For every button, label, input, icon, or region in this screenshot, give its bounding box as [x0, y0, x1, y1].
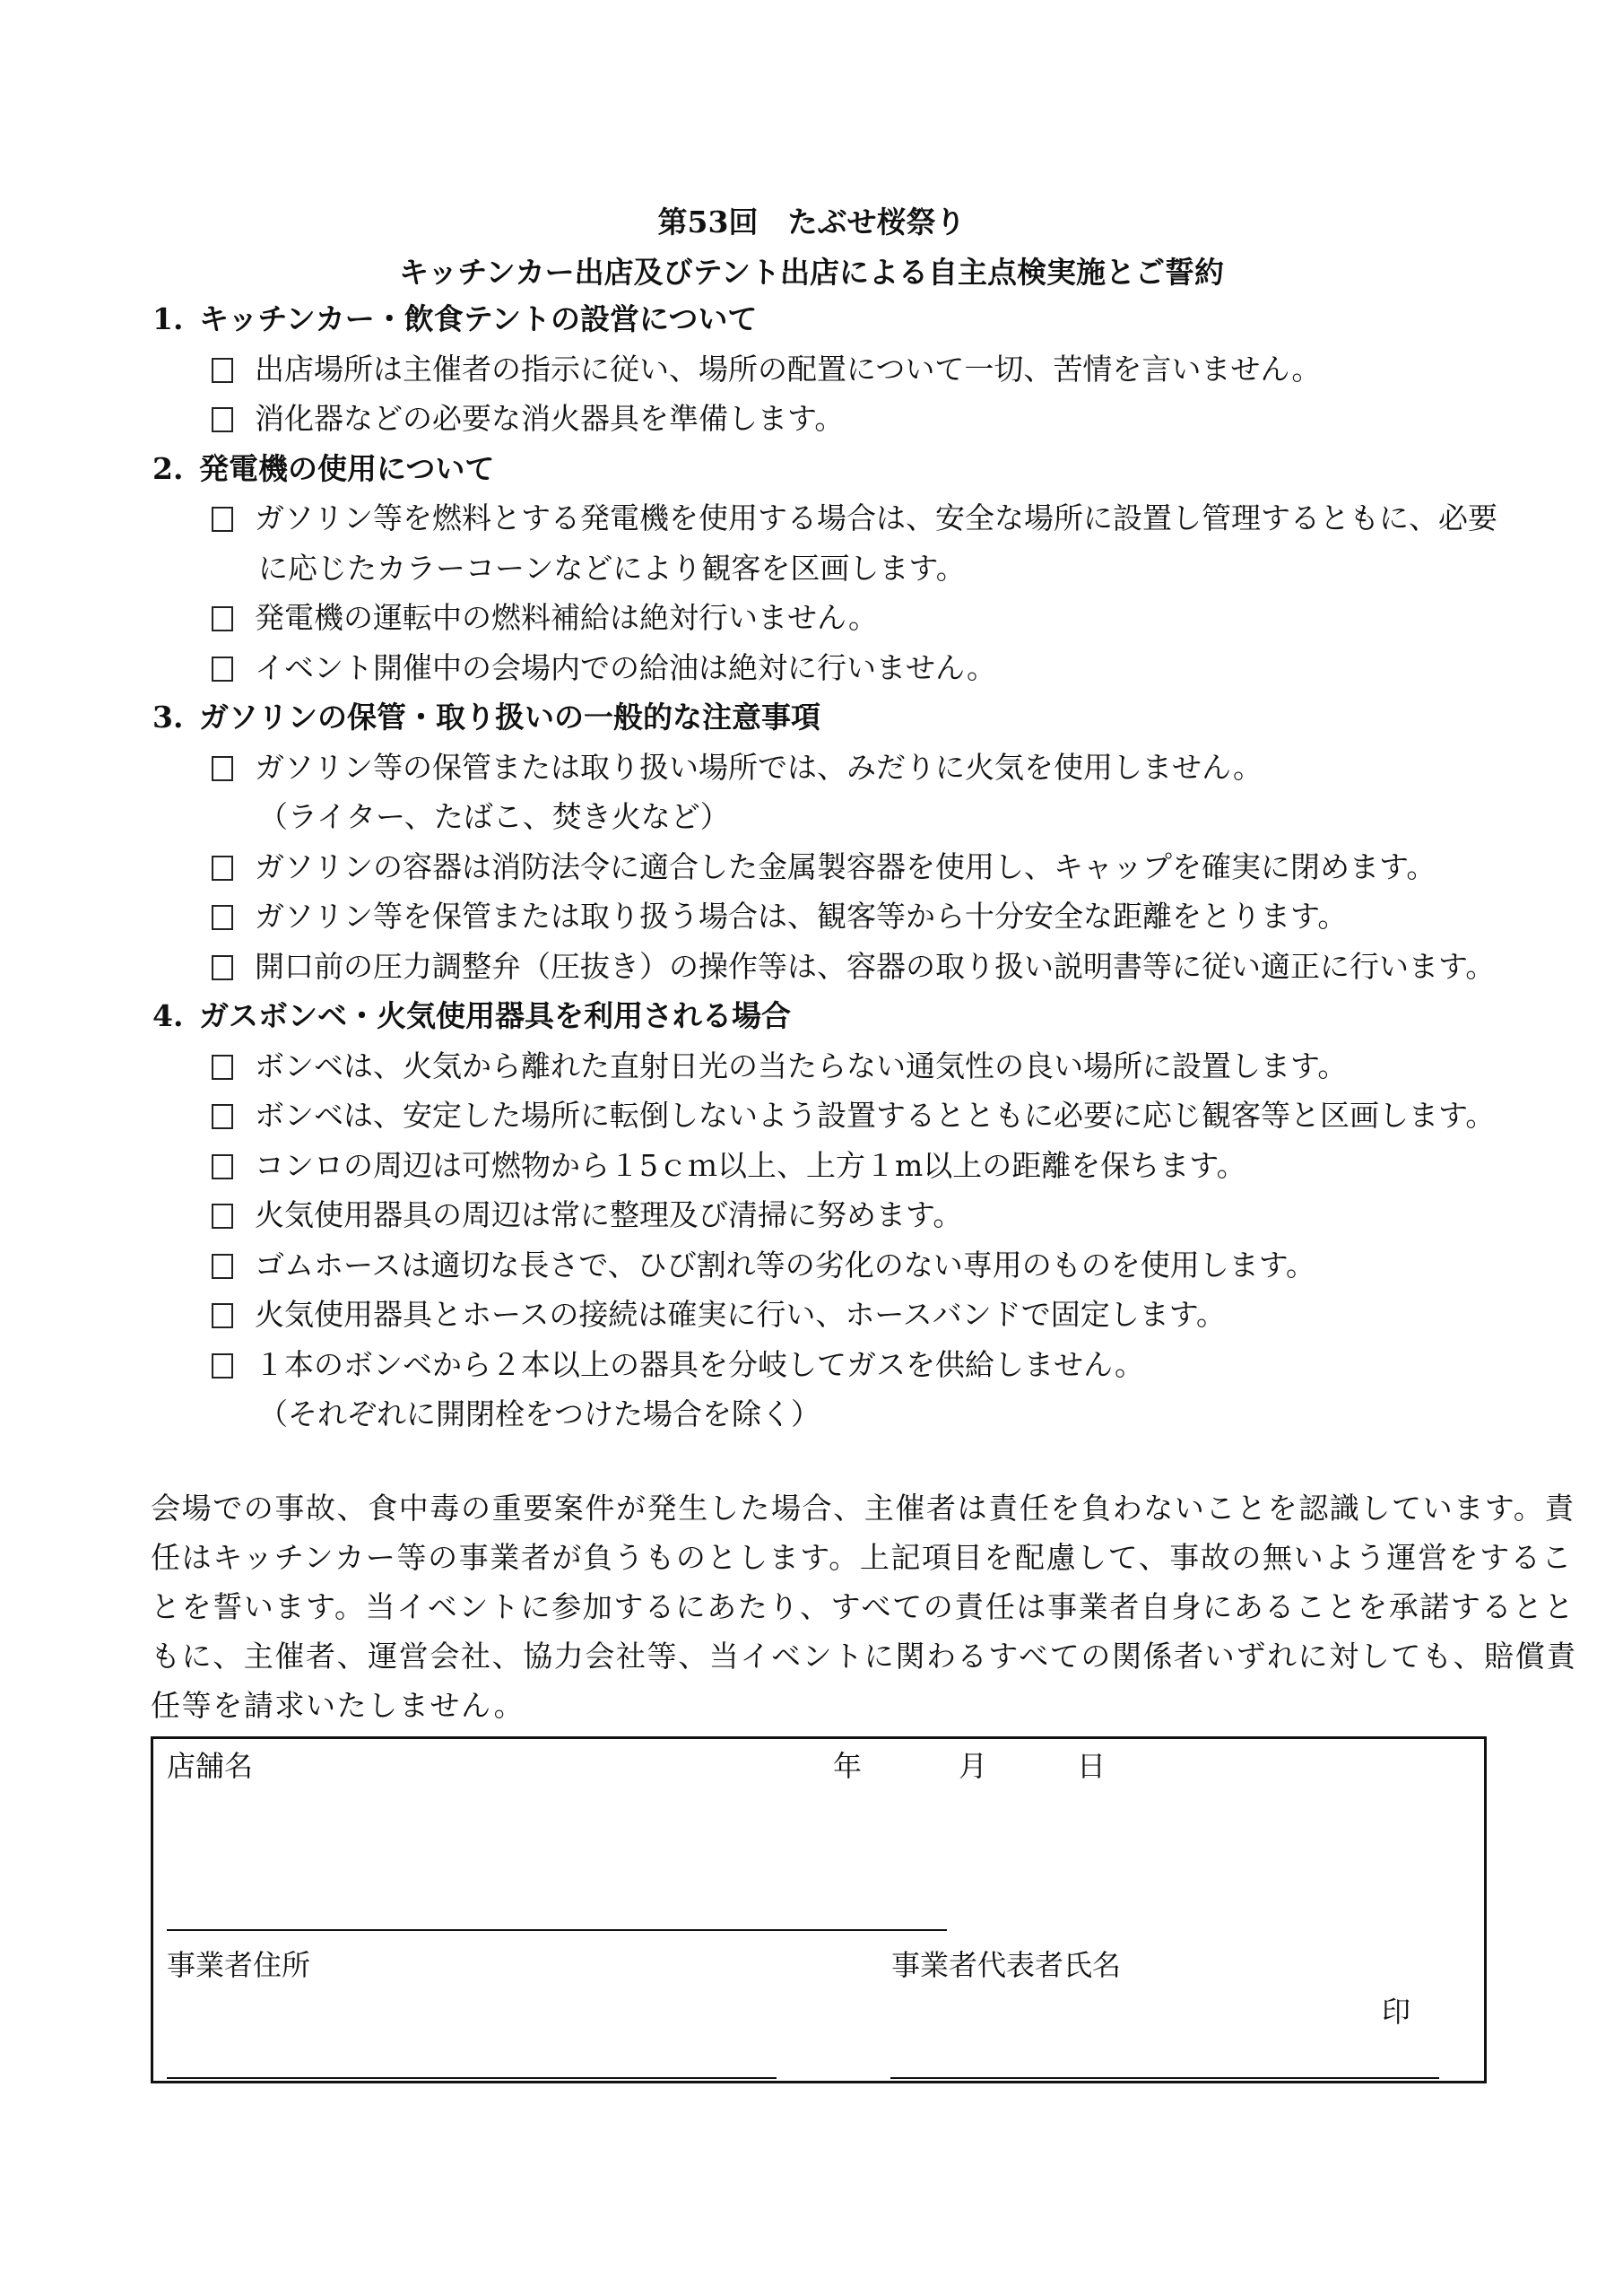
document-title: 第53回 たぶせ桜祭り	[657, 204, 966, 239]
checklist-item-text: １本のボンベから２本以上の器具を分岐してガスを供給しません。	[255, 1346, 1144, 1382]
checkbox[interactable]	[212, 507, 233, 532]
section-heading-text: キッチンカー・飲食テントの設営について	[199, 301, 758, 336]
pledge-paragraph-line: 会場での事故、食中毒の重要案件が発生した場合、主催者は責任を負わないことを認識しています。責	[151, 1491, 1575, 1526]
signature-form-box	[151, 1736, 1487, 2083]
month-label: 月	[959, 1749, 988, 1783]
checkbox[interactable]	[212, 905, 233, 930]
section-heading	[152, 301, 757, 337]
representative-label: 事業者代表者氏名	[891, 1948, 1122, 1982]
checklist-item	[212, 899, 1347, 935]
checkbox[interactable]	[212, 756, 233, 781]
checklist-item	[212, 1048, 1347, 1084]
checklist-item	[212, 600, 878, 636]
shop-name-field-line[interactable]	[167, 1929, 947, 1931]
checklist-item	[212, 1297, 1226, 1333]
checkbox[interactable]	[212, 657, 233, 682]
checklist-item	[212, 401, 844, 437]
checkbox[interactable]	[212, 856, 233, 881]
shop-name-label: 店舗名	[167, 1749, 254, 1783]
checklist-item-continuation: （それぞれに開閉栓をつけた場合を除く）	[258, 1396, 820, 1431]
year-label: 年	[833, 1749, 863, 1783]
checklist-item-text: 消化器などの必要な消火器具を準備します。	[255, 401, 845, 436]
section-heading-text: ガスボンベ・火気使用器具を利用される場合	[199, 998, 791, 1033]
checklist-item	[212, 750, 1263, 786]
day-label: 日	[1077, 1749, 1107, 1783]
section-number: 3.	[152, 700, 184, 735]
checklist-item-text: 発電機の運転中の燃料補給は絶対行いません。	[255, 600, 878, 635]
checklist-item-text: ガソリン等を燃料とする発電機を使用する場合は、安全な場所に設置し管理するともに、必要	[255, 500, 1497, 535]
checklist-item	[212, 1148, 1246, 1184]
section-number: 4.	[152, 998, 184, 1033]
pledge-paragraph-line: もに、主催者、運営会社、協力会社等、当イベントに関わるすべての関係者いずれに対しても、賠償責	[151, 1639, 1577, 1674]
section-heading	[152, 700, 820, 735]
checklist-item-text: ボンベは、火気から離れた直射日光の当たらない通気性の良い場所に設置します。	[255, 1048, 1348, 1083]
checklist-item	[212, 1347, 1144, 1383]
checkbox[interactable]	[212, 407, 233, 432]
checkbox[interactable]	[212, 606, 233, 631]
section-number: 2.	[152, 450, 184, 486]
checklist-item-text: イベント開催中の会場内での給油は絶対に行いません。	[255, 649, 996, 685]
section-heading	[152, 451, 494, 487]
checklist-item	[212, 1098, 1495, 1134]
section-number: 1.	[152, 301, 184, 336]
checkbox[interactable]	[212, 955, 233, 980]
checklist-item-text: ゴムホースは適切な長さで、ひび割れ等の劣化のない専用のものを使用します。	[255, 1247, 1316, 1283]
checklist-item	[212, 949, 1495, 985]
address-field-line[interactable]	[167, 2077, 777, 2079]
representative-field-line[interactable]	[890, 2077, 1439, 2079]
checklist-item	[212, 849, 1436, 885]
address-label: 事業者住所	[167, 1948, 311, 1982]
checklist-item-text: ボンベは、安定した場所に転倒しないよう設置するとともに必要に応じ観客等と区画します。	[255, 1098, 1496, 1133]
checklist-item-text: 出店場所は主催者の指示に従い、場所の配置について一切、苦情を言いません。	[255, 351, 1322, 387]
checklist-item-text: ガソリンの容器は消防法令に適合した金属製容器を使用し、キャップを確実に閉めます。	[255, 848, 1436, 884]
section-heading-text: ガソリンの保管・取り扱いの一般的な注意事項	[199, 700, 820, 735]
checklist-item-text: 開口前の圧力調整弁（圧抜き）の操作等は、容器の取り扱い説明書等に従い適正に行います。	[255, 948, 1496, 984]
section-heading-text: 発電機の使用について	[199, 450, 495, 486]
section-heading	[152, 998, 791, 1034]
checkbox[interactable]	[212, 358, 233, 383]
checklist-item-text: ガソリン等を保管または取り扱う場合は、観客等から十分安全な距離をとります。	[255, 899, 1348, 934]
checklist-item	[212, 650, 996, 686]
checkbox[interactable]	[212, 1204, 233, 1229]
checklist-item	[212, 500, 1497, 536]
checkbox[interactable]	[212, 1303, 233, 1328]
pledge-paragraph-line: 任等を請求いたしません。	[151, 1688, 525, 1723]
checklist-item-continuation: に応じたカラーコーンなどにより観客を区画します。	[258, 550, 966, 586]
seal-label: 印	[1382, 1995, 1411, 2029]
checklist-item-text: 火気使用器具とホースの接続は確実に行い、ホースバンドで固定します。	[255, 1297, 1227, 1332]
checkbox[interactable]	[212, 1254, 233, 1279]
document-subtitle: キッチンカー出店及びテント出店による自主点検実施とご誓約	[398, 255, 1225, 290]
checklist-item-text: ガソリン等の保管または取り扱い場所では、みだりに火気を使用しません。	[255, 749, 1263, 785]
checklist-item-text: コンロの周辺は可燃物から１5ｃｍ以上、上方１m以上の距離を保ちます。	[255, 1147, 1246, 1183]
checklist-item	[212, 1248, 1315, 1283]
checklist-item-continuation: （ライター、たばこ、焚き火など）	[258, 799, 730, 834]
checklist-item	[212, 1197, 962, 1233]
pledge-paragraph-line: 任はキッチンカー等の事業者が負うものとします。上記項目を配慮して、事故の無いよう運営をするこ	[151, 1540, 1573, 1575]
checklist-item	[212, 352, 1321, 387]
checkbox[interactable]	[212, 1353, 233, 1378]
checkbox[interactable]	[212, 1104, 233, 1129]
pledge-paragraph-line: とを誓います。当イベントに参加するにあたり、すべての責任は事業者自身にあることを承諾するとと	[151, 1589, 1575, 1624]
checkbox[interactable]	[212, 1055, 233, 1080]
checklist-item-text: 火気使用器具の周辺は常に整理及び清掃に努めます。	[255, 1197, 963, 1232]
checkbox[interactable]	[212, 1154, 233, 1179]
